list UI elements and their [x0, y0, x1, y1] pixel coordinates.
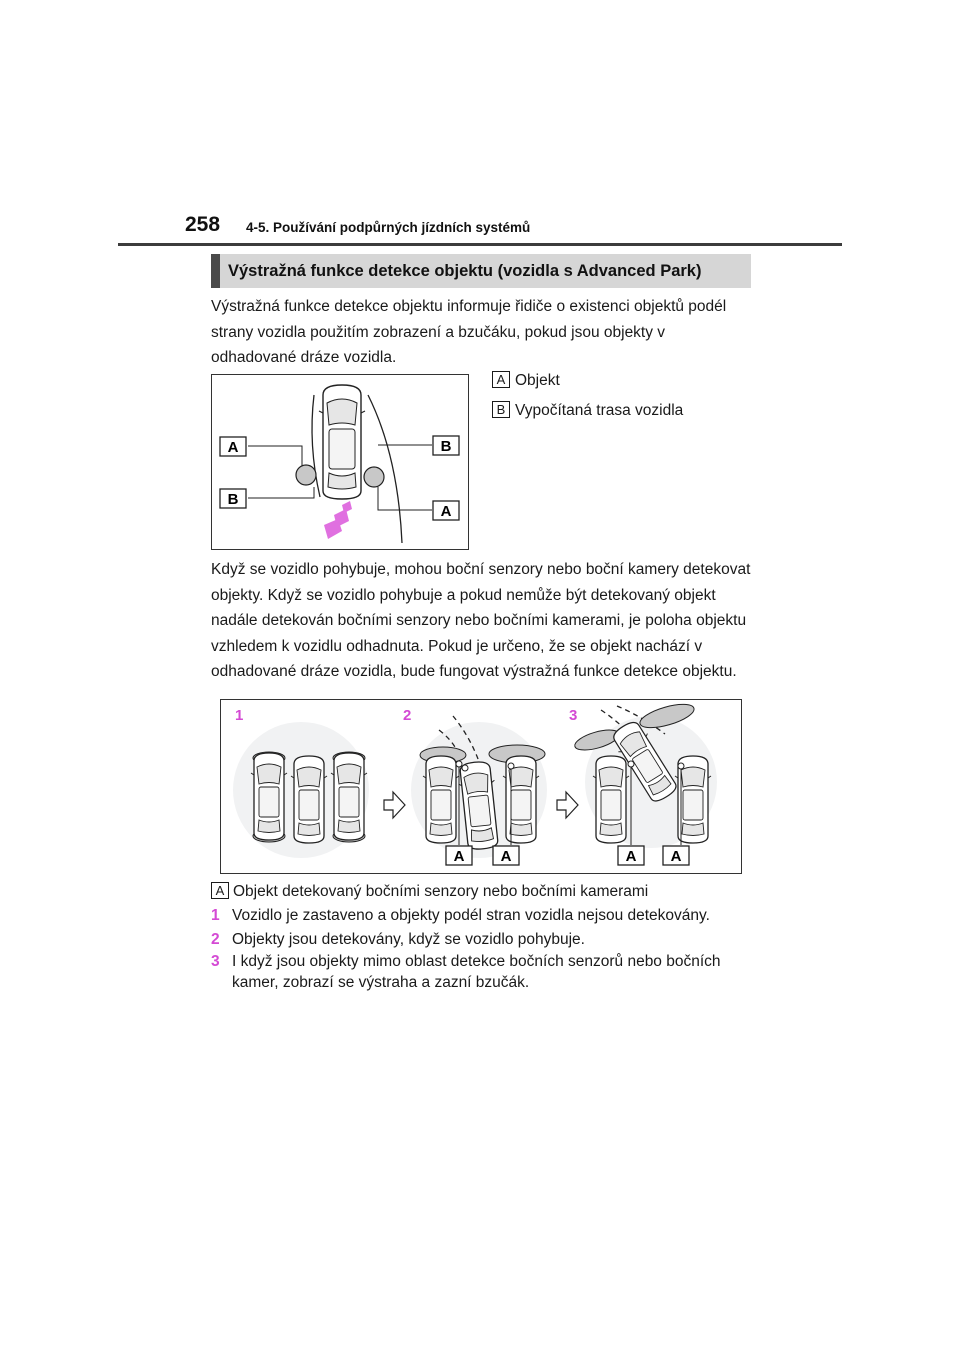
header-rule	[118, 243, 842, 246]
step-number-2: 2	[403, 707, 412, 724]
legend-key-a: A	[492, 371, 510, 388]
caption-step-2-number: 2	[211, 931, 220, 948]
callout-a-panel2-right	[493, 846, 519, 865]
caption-legend-key: A	[211, 882, 229, 899]
legend-text-object: Objekt	[515, 372, 560, 389]
svg-text:A: A	[453, 848, 465, 865]
callout-a-left	[220, 437, 246, 456]
caption-step-1-number: 1	[211, 907, 220, 924]
svg-text:B: B	[227, 491, 239, 508]
callout-a-panel2-left	[446, 846, 472, 865]
svg-text:A: A	[670, 848, 682, 865]
page-number: 258	[185, 213, 221, 236]
callout-a-panel3-right	[663, 846, 689, 865]
figure-vehicle-path	[211, 374, 469, 550]
callout-b-left	[220, 489, 246, 508]
svg-text:A: A	[440, 503, 452, 520]
legend-text-path: Vypočítaná trasa vozidla	[515, 402, 684, 419]
step-number-1: 1	[235, 707, 244, 724]
caption-step-3	[211, 951, 756, 993]
caption-step-2	[211, 929, 756, 950]
caption-step-1	[211, 905, 756, 926]
legend-key-b: B	[492, 401, 510, 418]
intro-paragraph: Výstražná funkce detekce objektu informuje řidiče o existenci objektů podél strany vozidla použitím zobrazení a bzučáku, pokud jsou objekty v odhadované dráze vozidla.	[211, 298, 727, 366]
legend-item-path	[492, 401, 683, 420]
caption-legend-text: Objekt detekovaný bočními senzory nebo bočními kamerami	[233, 883, 649, 900]
section-path: 4-5. Používání podpůrných jízdních systémů	[246, 220, 531, 235]
svg-text:A: A	[500, 848, 512, 865]
svg-text:B: B	[440, 438, 452, 455]
figure-vehicle-path-drawing	[212, 375, 468, 549]
caption-step-3-number: 3	[211, 953, 220, 970]
svg-text:A: A	[227, 439, 239, 456]
figure-detection-sequence-drawing	[221, 700, 741, 873]
body-paragraph: Když se vozidlo pohybuje, mohou boční senzory nebo boční kamery detekovat objekty. Když se vozidlo pohybuje a pokud nemůže být detekovaný objekt nadále detekován bočními senzory nebo bočními kamerami, je poloha objektu vzhledem k vozidlu odhadnuta. Pokud je určeno, že se objekt nachází v odhadované dráze vozidla, bude fungovat výstražná funkce detekce objektu.	[211, 561, 751, 680]
callout-a-right	[433, 501, 459, 520]
callout-a-panel3-left	[618, 846, 644, 865]
caption-step-1-text: Vozidlo je zastaveno a objekty podél stran vozidla nejsou detekovány.	[232, 907, 710, 924]
caption-step-2-text: Objekty jsou detekovány, když se vozidlo pohybuje.	[232, 931, 585, 948]
svg-text:A: A	[625, 848, 637, 865]
legend-item-object	[492, 371, 560, 390]
figure-detection-sequence	[220, 699, 742, 874]
section-heading: Výstražná funkce detekce objektu (vozidla s Advanced Park)	[211, 254, 751, 288]
callout-b-right	[433, 436, 459, 455]
step-number-3: 3	[569, 707, 578, 724]
caption-step-3-text: I když jsou objekty mimo oblast detekce bočních senzorů nebo bočních kamer, zobrazí se výstraha a zazní bzučák.	[232, 953, 721, 991]
caption-legend	[211, 881, 756, 902]
